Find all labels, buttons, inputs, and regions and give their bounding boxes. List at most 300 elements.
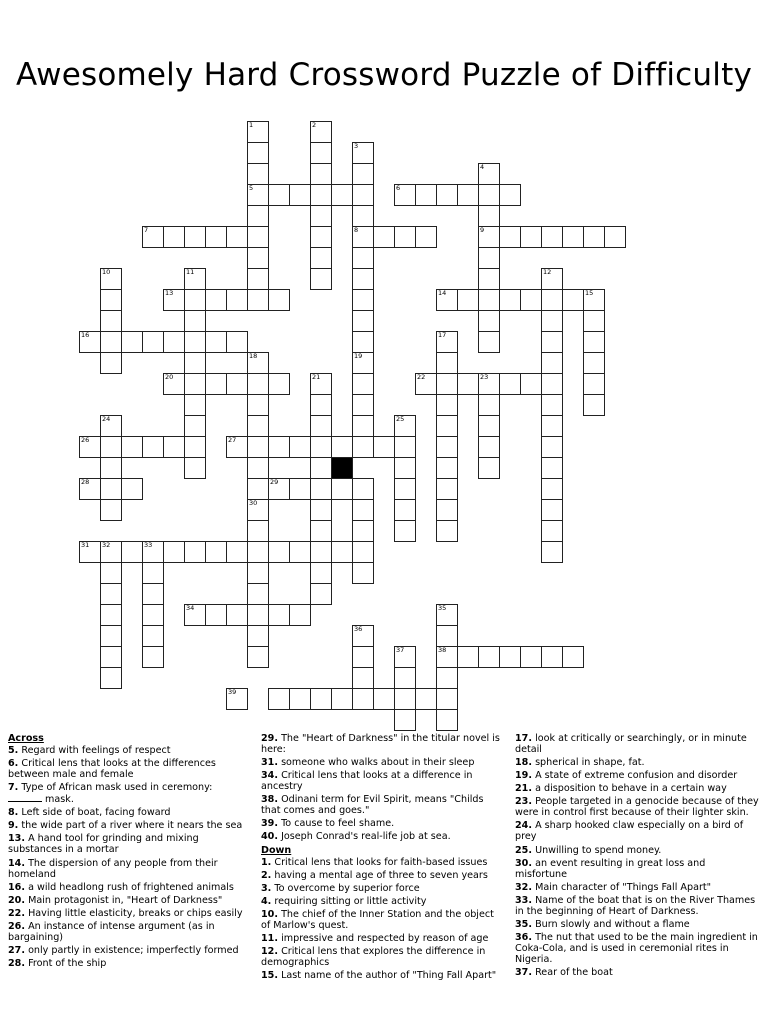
grid-cell[interactable] [583, 331, 605, 353]
grid-cell[interactable] [352, 499, 374, 521]
grid-cell[interactable] [268, 541, 290, 563]
clue-text: Main character of "Things Fall Apart" [535, 881, 712, 893]
grid-cell[interactable] [478, 394, 500, 416]
grid-cell[interactable] [331, 541, 353, 563]
clue-number-label: 28. [8, 958, 25, 970]
grid-cell[interactable] [478, 289, 500, 311]
grid-cell[interactable] [373, 226, 395, 248]
grid-cell[interactable] [268, 373, 290, 395]
clue-number-label: 18. [515, 757, 532, 769]
grid-cell[interactable] [583, 352, 605, 374]
grid-cell[interactable] [457, 184, 479, 206]
clue-text: requiring sitting or little activity [274, 895, 427, 907]
grid-cell[interactable] [352, 541, 374, 563]
grid-cell[interactable] [562, 226, 584, 248]
grid-cell[interactable] [331, 184, 353, 206]
grid-cell[interactable] [436, 667, 458, 689]
clue-item [261, 870, 504, 881]
grid-cell[interactable] [247, 562, 269, 584]
clue-number: 3 [354, 142, 359, 150]
grid-cell[interactable] [436, 184, 458, 206]
grid-cell[interactable] [541, 226, 563, 248]
grid-cell[interactable] [163, 541, 185, 563]
grid-cell[interactable] [100, 583, 122, 605]
clue-number-label: 11. [261, 933, 278, 945]
grid-cell[interactable] [541, 373, 563, 395]
grid-cell[interactable] [352, 562, 374, 584]
grid-cell[interactable] [100, 310, 122, 332]
grid-cell[interactable] [373, 688, 395, 710]
grid-cell[interactable] [310, 520, 332, 542]
grid-cell[interactable] [184, 352, 206, 374]
grid-cell[interactable] [247, 205, 269, 227]
grid-cell[interactable] [100, 625, 122, 647]
grid-cell[interactable] [310, 205, 332, 227]
grid-cell[interactable] [226, 604, 248, 626]
grid-cell[interactable] [184, 415, 206, 437]
grid-cell[interactable] [583, 373, 605, 395]
clues-column-middle [261, 733, 504, 983]
grid-cell[interactable] [436, 520, 458, 542]
grid-cell[interactable] [352, 331, 374, 353]
clue-number: 23 [480, 373, 489, 381]
grid-cell[interactable] [184, 457, 206, 479]
grid-cell[interactable] [499, 646, 521, 668]
grid-cell[interactable] [310, 394, 332, 416]
grid-cell[interactable] [541, 415, 563, 437]
clue-number: 1 [249, 121, 254, 129]
grid-cell[interactable] [100, 457, 122, 479]
grid-cell[interactable] [604, 226, 626, 248]
grid-cell[interactable] [100, 499, 122, 521]
grid-cell[interactable] [226, 226, 248, 248]
grid-cell[interactable] [100, 478, 122, 500]
grid-cell[interactable] [142, 604, 164, 626]
grid-cell[interactable] [436, 457, 458, 479]
clue-text: To cause to feel shame. [281, 818, 395, 830]
grid-cell[interactable] [436, 436, 458, 458]
clue-number: 33 [144, 541, 153, 549]
clue-text: only partly in existence; imperfectly formed [28, 945, 239, 957]
clue-text: the wide part of a river where it nears the sea [21, 820, 243, 832]
grid-cell[interactable] [457, 646, 479, 668]
grid-cell[interactable] [163, 226, 185, 248]
clue-number-label: 24. [515, 820, 532, 832]
clue-item [515, 845, 760, 856]
grid-cell[interactable] [352, 415, 374, 437]
grid-cell[interactable] [499, 289, 521, 311]
grid-cell[interactable] [268, 604, 290, 626]
grid-cell[interactable] [415, 184, 437, 206]
clue-item [8, 882, 251, 893]
clue-number: 36 [354, 625, 363, 633]
grid-cell[interactable] [541, 331, 563, 353]
grid-cell[interactable] [142, 331, 164, 353]
clue-text: Burn slowly and without a flame [535, 918, 690, 930]
clue-item [515, 967, 760, 978]
grid-cell[interactable] [310, 226, 332, 248]
grid-cell[interactable] [352, 205, 374, 227]
grid-cell[interactable] [289, 688, 311, 710]
grid-cell[interactable] [142, 646, 164, 668]
clue-number-label: 26. [8, 920, 25, 932]
grid-cell[interactable] [436, 478, 458, 500]
clue-text: look at critically or searchingly, or in minute detail [515, 733, 747, 755]
clue-number-label: 2. [261, 869, 272, 881]
clue-number: 4 [480, 163, 485, 171]
grid-cell[interactable] [184, 373, 206, 395]
clue-item [515, 820, 760, 842]
clue-item [261, 883, 504, 894]
clue-text: A state of extreme confusion and disorder [535, 770, 738, 782]
grid-cell[interactable] [541, 457, 563, 479]
grid-cell[interactable] [247, 394, 269, 416]
grid-cell[interactable] [499, 226, 521, 248]
clue-number-label: 1. [261, 856, 272, 868]
grid-cell[interactable] [142, 625, 164, 647]
clue-item [8, 958, 251, 969]
grid-cell[interactable] [436, 373, 458, 395]
grid-cell[interactable] [142, 562, 164, 584]
grid-cell[interactable] [352, 163, 374, 185]
grid-cell[interactable] [310, 142, 332, 164]
clue-text: Type of African mask used in ceremony: [21, 782, 213, 794]
clue-text: a wild headlong rush of frightened animals [28, 881, 234, 893]
grid-cell[interactable] [226, 373, 248, 395]
grid-cell[interactable] [184, 310, 206, 332]
grid-cell[interactable] [184, 394, 206, 416]
across-heading: Across [8, 733, 44, 744]
grid-cell[interactable] [436, 499, 458, 521]
grid-cell[interactable] [352, 478, 374, 500]
grid-cell[interactable] [121, 436, 143, 458]
clue-item [261, 946, 504, 968]
clue-item [261, 896, 504, 907]
clue-number-label: 27. [8, 945, 25, 957]
clue-number: 16 [81, 331, 90, 339]
grid-cell[interactable] [352, 394, 374, 416]
clue-text: Unwilling to spend money. [535, 844, 662, 856]
grid-cell[interactable] [436, 415, 458, 437]
puzzle-title: Awesomely Hard Crossword Puzzle of Difficulty [16, 57, 752, 93]
grid-cell[interactable] [541, 478, 563, 500]
grid-cell[interactable] [457, 373, 479, 395]
grid-cell[interactable] [184, 436, 206, 458]
clue-item [515, 757, 760, 768]
grid-cell[interactable] [478, 415, 500, 437]
grid-cell[interactable] [331, 478, 353, 500]
grid-cell[interactable] [541, 520, 563, 542]
grid-cell[interactable] [100, 646, 122, 668]
clue-number: 18 [249, 352, 258, 360]
grid-cell[interactable] [100, 436, 122, 458]
clue-item [515, 919, 760, 930]
clue-item [261, 818, 504, 829]
grid-cell[interactable] [394, 457, 416, 479]
grid-cell[interactable] [247, 247, 269, 269]
grid-cell[interactable] [352, 184, 374, 206]
grid-cell[interactable] [436, 688, 458, 710]
grid-cell[interactable] [100, 289, 122, 311]
grid-cell[interactable] [394, 667, 416, 689]
grid-cell[interactable] [352, 520, 374, 542]
clue-text: An instance of intense argument (as in bargaining) [8, 920, 215, 943]
grid-cell[interactable] [541, 541, 563, 563]
clue-number: 28 [81, 478, 90, 486]
grid-cell[interactable] [436, 352, 458, 374]
grid-cell[interactable] [247, 541, 269, 563]
grid-cell[interactable] [436, 625, 458, 647]
clue-text: Critical lens that explores the difference in demographics [261, 946, 486, 969]
clue-item [8, 921, 251, 943]
grid-cell[interactable] [142, 436, 164, 458]
clue-text: having a mental age of three to seven years [274, 869, 488, 881]
grid-cell[interactable] [247, 373, 269, 395]
grid-cell[interactable] [478, 268, 500, 290]
grid-cell[interactable] [541, 499, 563, 521]
grid-cell[interactable] [478, 331, 500, 353]
clue-number: 17 [438, 331, 447, 339]
grid-cell[interactable] [121, 331, 143, 353]
grid-cell[interactable] [373, 436, 395, 458]
grid-cell[interactable] [415, 688, 437, 710]
grid-cell[interactable] [247, 415, 269, 437]
grid-cell[interactable] [352, 436, 374, 458]
clue-number: 39 [228, 688, 237, 696]
grid-cell[interactable] [268, 184, 290, 206]
grid-cell[interactable] [268, 436, 290, 458]
grid-cell[interactable] [163, 436, 185, 458]
clue-number-label: 34. [261, 770, 278, 782]
clue-item [261, 757, 504, 768]
grid-cell[interactable] [541, 289, 563, 311]
clue-text: To overcome by superior force [274, 882, 420, 894]
grid-cell[interactable] [478, 436, 500, 458]
grid-cell[interactable] [520, 373, 542, 395]
grid-cell[interactable] [142, 583, 164, 605]
grid-cell[interactable] [247, 520, 269, 542]
clue-number-label: 23. [515, 796, 532, 808]
grid-cell[interactable] [541, 646, 563, 668]
grid-cell[interactable] [352, 268, 374, 290]
grid-cell[interactable] [310, 415, 332, 437]
grid-cell[interactable] [310, 583, 332, 605]
grid-cell[interactable] [352, 310, 374, 332]
clue-item [8, 945, 251, 956]
grid-cell[interactable] [541, 394, 563, 416]
clue-text-suffix: mask. [42, 794, 74, 806]
grid-cell[interactable] [247, 142, 269, 164]
grid-cell[interactable] [562, 646, 584, 668]
clue-number: 32 [102, 541, 111, 549]
grid-cell[interactable] [415, 226, 437, 248]
clue-item [261, 857, 504, 868]
grid-cell[interactable] [499, 184, 521, 206]
grid-cell[interactable] [310, 457, 332, 479]
grid-cell[interactable] [289, 184, 311, 206]
clue-item [261, 933, 504, 944]
grid-cell[interactable] [247, 604, 269, 626]
grid-cell[interactable] [436, 394, 458, 416]
grid-cell[interactable] [583, 394, 605, 416]
clue-item [8, 833, 251, 855]
grid-cell[interactable] [394, 520, 416, 542]
grid-cell[interactable] [478, 205, 500, 227]
grid-cell[interactable] [310, 163, 332, 185]
clue-text: impressive and respected by reason of age [281, 933, 489, 945]
clue-number-label: 32. [515, 881, 532, 893]
grid-cell[interactable] [520, 226, 542, 248]
grid-cell[interactable] [478, 457, 500, 479]
grid-cell[interactable] [352, 646, 374, 668]
grid-cell[interactable] [100, 604, 122, 626]
grid-cell[interactable] [247, 625, 269, 647]
clue-number: 21 [312, 373, 321, 381]
grid-cell[interactable] [121, 478, 143, 500]
grid-cell[interactable] [541, 310, 563, 332]
clue-text: spherical in shape, fat. [535, 757, 645, 769]
grid-cell[interactable] [100, 667, 122, 689]
clue-text: Critical lens that looks for faith-based issues [274, 856, 488, 868]
clue-item [8, 807, 251, 818]
grid-cell[interactable] [520, 289, 542, 311]
grid-cell[interactable] [310, 478, 332, 500]
clue-item [261, 831, 504, 842]
grid-cell[interactable] [205, 541, 227, 563]
grid-cell[interactable] [205, 373, 227, 395]
grid-cell[interactable] [184, 226, 206, 248]
grid-cell[interactable] [352, 289, 374, 311]
grid-cell[interactable] [310, 436, 332, 458]
grid-cell[interactable] [310, 541, 332, 563]
clue-text: Odinani term for Evil Spirit, means "Childs that comes and goes." [261, 794, 484, 817]
grid-cell[interactable] [394, 436, 416, 458]
clue-item [515, 882, 760, 893]
grid-cell[interactable] [184, 331, 206, 353]
grid-cell[interactable] [205, 604, 227, 626]
grid-cell[interactable] [394, 478, 416, 500]
grid-cell[interactable] [352, 688, 374, 710]
grid-cell[interactable] [478, 184, 500, 206]
grid-cell[interactable] [184, 541, 206, 563]
grid-cell[interactable] [247, 289, 269, 311]
grid-cell[interactable] [583, 226, 605, 248]
grid-cell[interactable] [289, 436, 311, 458]
grid-cell[interactable] [247, 163, 269, 185]
grid-cell[interactable] [478, 247, 500, 269]
grid-cell[interactable] [184, 289, 206, 311]
grid-cell[interactable] [247, 646, 269, 668]
grid-cell[interactable] [352, 247, 374, 269]
clue-number: 37 [396, 646, 405, 654]
grid-cell[interactable] [310, 184, 332, 206]
grid-cell[interactable] [310, 268, 332, 290]
grid-cell[interactable] [562, 289, 584, 311]
grid-cell[interactable] [226, 541, 248, 563]
grid-cell[interactable] [289, 541, 311, 563]
grid-cell[interactable] [100, 331, 122, 353]
clue-item [261, 770, 504, 792]
grid-cell[interactable] [310, 499, 332, 521]
grid-cell[interactable] [205, 289, 227, 311]
grid-cell[interactable] [163, 331, 185, 353]
grid-cell[interactable] [205, 331, 227, 353]
clue-number-label: 22. [8, 907, 25, 919]
clue-text: Left side of boat, facing foward [21, 807, 171, 819]
grid-cell[interactable] [247, 457, 269, 479]
grid-cell[interactable] [100, 352, 122, 374]
clue-text: The nut that used to be the main ingredient in Coka-Cola, and is used in ceremonial rites in Nigeria. [515, 932, 758, 966]
clue-number: 19 [354, 352, 363, 360]
grid-cell[interactable] [289, 478, 311, 500]
grid-cell[interactable] [226, 289, 248, 311]
grid-cell[interactable] [289, 604, 311, 626]
clue-number: 26 [81, 436, 90, 444]
grid-cell[interactable] [478, 646, 500, 668]
grid-cell[interactable] [268, 688, 290, 710]
grid-cell[interactable] [457, 289, 479, 311]
grid-cell[interactable] [394, 709, 416, 731]
grid-cell[interactable] [499, 373, 521, 395]
clue-number: 2 [312, 121, 317, 129]
clue-item [8, 858, 251, 880]
grid-cell[interactable] [247, 436, 269, 458]
grid-cell[interactable] [121, 541, 143, 563]
grid-cell[interactable] [541, 436, 563, 458]
clue-number: 30 [249, 499, 258, 507]
grid-cell[interactable] [310, 247, 332, 269]
grid-cell[interactable] [310, 562, 332, 584]
grid-cell[interactable] [247, 583, 269, 605]
grid-cell[interactable] [520, 646, 542, 668]
grid-cell[interactable] [331, 688, 353, 710]
grid-cell[interactable] [268, 289, 290, 311]
clue-item [8, 758, 251, 780]
clue-number-label: 6. [8, 758, 19, 770]
clue-number-label: 21. [515, 783, 532, 795]
grid-cell[interactable] [583, 310, 605, 332]
clue-number-label: 13. [8, 833, 25, 845]
grid-cell[interactable] [352, 667, 374, 689]
clue-number-label: 7. [8, 782, 19, 794]
clue-text: Main protagonist in, "Heart of Darkness" [28, 894, 223, 906]
clue-number: 25 [396, 415, 405, 423]
grid-cell[interactable] [205, 226, 227, 248]
grid-cell[interactable] [478, 310, 500, 332]
grid-cell[interactable] [352, 373, 374, 395]
clue-text: People targeted in a genocide because of they were in control first because of their lighter skin. [515, 796, 759, 819]
clue-number: 22 [417, 373, 426, 381]
clue-item [8, 782, 251, 805]
grid-cell[interactable] [226, 331, 248, 353]
clue-text: The "Heart of Darkness" in the titular novel is here: [261, 733, 500, 755]
clue-number-label: 10. [261, 908, 278, 920]
grid-cell[interactable] [394, 499, 416, 521]
grid-cell[interactable] [247, 478, 269, 500]
down-heading: Down [261, 844, 292, 856]
grid-cell[interactable] [247, 268, 269, 290]
grid-cell[interactable] [394, 688, 416, 710]
grid-cell[interactable] [100, 562, 122, 584]
grid-cell[interactable] [394, 226, 416, 248]
grid-cell[interactable] [436, 709, 458, 731]
grid-cell[interactable] [247, 226, 269, 248]
grid-cell[interactable] [331, 436, 353, 458]
clue-number: 24 [102, 415, 111, 423]
grid-cell[interactable] [541, 352, 563, 374]
grid-cell[interactable] [310, 688, 332, 710]
across-clues-column [8, 733, 251, 971]
